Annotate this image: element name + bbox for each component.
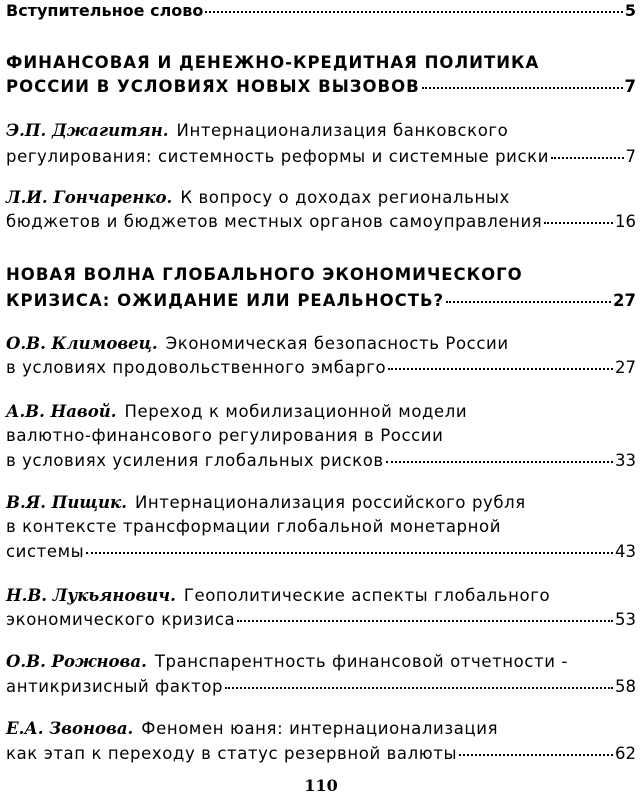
entry-author: О.В. Рожнова. bbox=[6, 652, 147, 671]
entry-author: Э.П. Джагитян. bbox=[6, 121, 169, 140]
entry-title-line: в контексте трансформации глобальной монетарной bbox=[6, 517, 502, 536]
leader-dots bbox=[237, 618, 613, 622]
entry-title-line: антикризисный фактор bbox=[6, 677, 224, 696]
entry-title-line: Геополитические аспекты глобального bbox=[183, 586, 551, 605]
entry-title-line: Интернационализация банковского bbox=[176, 121, 509, 140]
section1-heading-line2 bbox=[6, 76, 636, 98]
entry-author: О.В. Климовец. bbox=[6, 334, 158, 353]
section1-page: 7 bbox=[624, 77, 636, 96]
entry-page: 58 bbox=[615, 677, 636, 696]
entry-author: Е.А. Звонова. bbox=[6, 719, 134, 738]
toc-entry-line bbox=[6, 211, 636, 233]
entry-title-line: К вопросу о доходах региональных bbox=[180, 188, 510, 207]
entry-title-line: Феномен юаня: интернационализация bbox=[141, 719, 499, 738]
entry-title-line: Транспарентность финансовой отчетности - bbox=[154, 652, 568, 671]
section2-heading-line1 bbox=[6, 264, 636, 286]
leader-dots bbox=[386, 459, 613, 463]
leader-dots bbox=[544, 220, 613, 224]
toc-entry-line bbox=[6, 146, 636, 168]
entry-page: 53 bbox=[615, 610, 636, 629]
toc-entry-line bbox=[6, 609, 636, 631]
intro-page: 5 bbox=[624, 1, 636, 20]
section2-title-line1: НОВАЯ ВОЛНА ГЛОБАЛЬНОГО ЭКОНОМИЧЕСКОГО bbox=[6, 265, 523, 284]
entry-author: Н.В. Лукьянович. bbox=[6, 586, 176, 605]
leader-dots bbox=[205, 9, 622, 13]
toc-intro bbox=[6, 0, 636, 22]
leader-dots bbox=[388, 366, 613, 370]
entry-title-line: Переход к мобилизационной модели bbox=[124, 402, 468, 421]
entry-page: 43 bbox=[615, 542, 636, 561]
entry-title-line: бюджетов и бюджетов местных органов самоуправления bbox=[6, 212, 543, 231]
entry-page: 62 bbox=[615, 744, 636, 763]
section2-title-line2: КРИЗИСА: ОЖИДАНИЕ ИЛИ РЕАЛЬНОСТЬ? bbox=[6, 291, 445, 310]
toc-entry-line bbox=[6, 743, 636, 765]
entry-title-line: экономического кризиса bbox=[6, 610, 236, 629]
entry-title-line: Экономическая безопасность России bbox=[165, 334, 509, 353]
entry-author: А.В. Навой. bbox=[6, 402, 117, 421]
toc-entry-line bbox=[6, 585, 636, 607]
section1-title-line1: ФИНАНСОВАЯ И ДЕНЕЖНО-КРЕДИТНАЯ ПОЛИТИКА bbox=[6, 53, 540, 72]
entry-title-line: регулирования: системность реформы и системные риски bbox=[6, 147, 550, 166]
entry-page: 7 bbox=[625, 147, 636, 166]
toc-entry-line bbox=[6, 541, 636, 563]
entry-title-line: как этап к переходу в статус резервной валюты bbox=[6, 744, 458, 763]
toc-entry-line bbox=[6, 718, 636, 740]
leader-dots bbox=[446, 299, 611, 303]
entry-author: Л.И. Гончаренко. bbox=[6, 188, 173, 207]
toc-entry-line bbox=[6, 401, 636, 423]
intro-title: Вступительное слово bbox=[6, 1, 204, 20]
toc-entry-line bbox=[6, 425, 636, 447]
toc-entry-line bbox=[6, 120, 636, 142]
entry-title-line: Интернационализация российского рубля bbox=[134, 493, 526, 512]
entry-title-line: в условиях продовольственного эмбарго bbox=[6, 358, 387, 377]
toc-entry-line bbox=[6, 651, 636, 673]
entry-page: 27 bbox=[615, 358, 636, 377]
entry-author: В.Я. Пищик. bbox=[6, 493, 127, 512]
page-number: 110 bbox=[304, 776, 338, 795]
section2-heading-line2 bbox=[6, 290, 636, 312]
leader-dots bbox=[422, 85, 623, 89]
toc-entry-line bbox=[6, 357, 636, 379]
entry-page: 33 bbox=[615, 451, 636, 470]
toc-entry-line bbox=[6, 492, 636, 514]
toc-entry-line bbox=[6, 187, 636, 209]
entry-title-line: валютно-финансового регулирования в России bbox=[6, 426, 444, 445]
leader-dots bbox=[551, 155, 623, 159]
leader-dots bbox=[86, 550, 613, 554]
leader-dots bbox=[459, 752, 613, 756]
toc-entry-line bbox=[6, 333, 636, 355]
entry-title-line: системы bbox=[6, 542, 85, 561]
entry-page: 16 bbox=[615, 212, 636, 231]
toc-entry-line bbox=[6, 676, 636, 698]
section2-page: 27 bbox=[613, 291, 636, 310]
section1-title-line2: РОССИИ В УСЛОВИЯХ НОВЫХ ВЫЗОВОВ bbox=[6, 77, 420, 96]
section1-heading-line1 bbox=[6, 52, 636, 74]
toc-entry-line bbox=[6, 450, 636, 472]
toc-entry-line bbox=[6, 516, 636, 538]
entry-title-line: в условиях усиления глобальных рисков bbox=[6, 451, 384, 470]
leader-dots bbox=[225, 685, 613, 689]
